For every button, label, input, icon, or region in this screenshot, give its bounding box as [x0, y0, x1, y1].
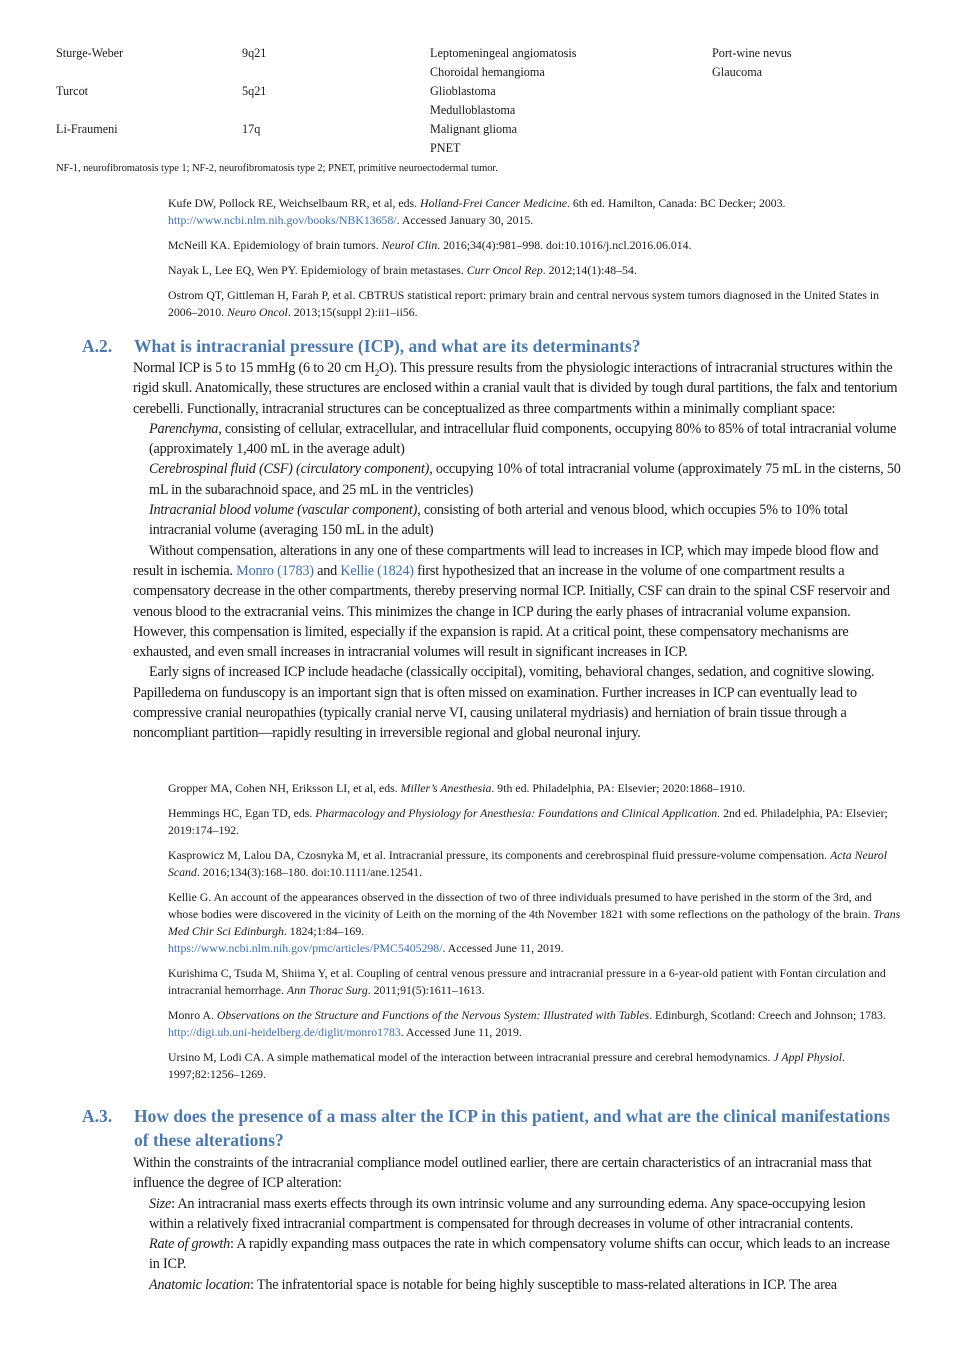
- reference-link[interactable]: http://digi.ub.uni-heidelberg.de/diglit/monro1783: [168, 1025, 401, 1039]
- paragraph: Early signs of increased ICP include headache (classically occipital), vomiting, behavioral changes, sedation, and cognitive slowing. Papilledema on funduscopy is an important sign that is often missed on examination. Further increases in ICP can eventually lead to compressive cranial neuropathies (typically cranial nerve VI, causing unilateral mydriasis) and herniation of brain tissue through a noncompliant partition—rapidly resulting in irreversible regional and global neuronal injury.: [133, 664, 875, 742]
- reference-item: Kurishima C, Tsuda M, Shiima Y, et al. Coupling of central venous pressure and intracranial pressure in a 6-year-old patient with Fontan circulation and intracranial hemorrhage. Ann Thorac Surg. 2011;91(5):1611–1613.: [168, 966, 886, 997]
- table-footnote: NF-1, neurofibromatosis type 1; NF-2, neurofibromatosis type 2; PNET, primitive neuroectodermal tumor.: [56, 163, 498, 174]
- finding-item: Glaucoma: [712, 65, 763, 79]
- table-cell-syndrome: Li-Fraumeni: [56, 122, 118, 136]
- reference-link[interactable]: http://www.ncbi.nlm.nih.gov/books/NBK13658/: [168, 213, 397, 227]
- section-number: A.3.: [82, 1106, 113, 1126]
- section-body-a2: [133, 358, 901, 744]
- tumor-item: Malignant glioma: [430, 122, 517, 136]
- table-row: [56, 120, 916, 158]
- reference-item: McNeill KA. Epidemiology of brain tumors. Neurol Clin. 2016;34(4):981–998. doi:10.1016/j.ncl.2016.06.014.: [168, 238, 692, 252]
- reference-list-2: [168, 780, 903, 1091]
- tumor-item: Medulloblastoma: [430, 103, 516, 117]
- reference-item: Kellie G. An account of the appearances observed in the dissection of two of three individuals presumed to have perished in the storm of the 3rd, and whose bodies were discovered in the vicinity of Leith on the morning of the 4th November 1821 with some reflections on the pathology of the brain. Trans Med Chir Sci Edinburgh. 1824;1:84–169. https://www.ncbi.nlm.nih.gov/pmc/articles/PMC5405298/. Accessed June 11, 2019.: [168, 890, 901, 955]
- table-row: [56, 82, 916, 120]
- tumor-item: PNET: [430, 141, 461, 155]
- reference-item: Ostrom QT, Gittleman H, Farah P, et al. CBTRUS statistical report: primary brain and central nervous system tumors diagnosed in the United States in 2006–2010. Neuro Oncol. 2013;15(suppl 2):ii1–ii56.: [168, 288, 880, 319]
- reference-item: Monro A. Observations on the Structure and Functions of the Nervous System: Illustrated with Tables. Edinburgh, Scotland: Creech and Johnson; 1783. http://digi.ub.uni-heidelberg.de/diglit/monro1783. Accessed June 11, 2019.: [168, 1008, 886, 1039]
- table-cell-tumors: [430, 44, 712, 82]
- section-title: What is intracranial pressure (ICP), and what are its determinants?: [134, 336, 641, 356]
- paragraph: Without compensation, alterations in any one of these compartments will lead to increases in ICP, which may impede blood flow and result in ischemia. Monro (1783) and Kellie (1824) first hypothesized that an increase in the volume of one compartment results a compensatory decrease in the other compartments, thereby preserving normal ICP. Initially, CSF can drain to the spinal CSF reservoir and venous blood to the extracranial veins. This minimizes the change in ICP during the early phases of intracranial volume expansion. However, this compensation is limited, especially if the expansion is rapid. At a critical point, these compensatory mechanisms are exhausted, and even small increases in intracranial volumes will result in significant increases in ICP.: [133, 542, 890, 661]
- tumor-item: Choroidal hemangioma: [430, 65, 545, 79]
- table-cell-findings: [712, 82, 912, 120]
- table-cell-locus: 17q: [242, 122, 261, 136]
- list-item: Parenchyma, consisting of cellular, extracellular, and intracellular fluid components, occupying 80% to 85% of total intracranial volume (approximately 1,400 mL in the average adult): [149, 420, 897, 458]
- reference-item: Hemmings HC, Egan TD, eds. Pharmacology and Physiology for Anesthesia: Foundations and Clinical Application. 2nd ed. Philadelphia, PA: Elsevier; 2019:174–192.: [168, 806, 888, 837]
- table-cell-locus: 5q21: [242, 84, 267, 98]
- paragraph: Normal ICP is 5 to 15 mmHg (6 to 20 cm $H_2O$). This pressure results from the physiologic interactions of intracranial structures within the rigid skull. Anatomically, these structures are enclosed within a cranial vault that is divided by tough dural partitions, the falx and tentorium cerebelli. Functionally, intracranial structures can be conceptualized as three compartments within a minimally compliant space:: [133, 360, 898, 417]
- list-item: Cerebrospinal fluid (CSF) (circulatory component), occupying 10% of total intracranial volume (approximately 75 mL in the cisterns, 50 mL in the subarachnoid space, and 25 mL in the ventricles): [149, 461, 901, 498]
- table-cell-findings: [712, 120, 912, 158]
- table-cell-findings: [712, 44, 912, 82]
- section-number: A.2.: [82, 336, 113, 356]
- finding-item: Port-wine nevus: [712, 46, 792, 60]
- paragraph: Within the constraints of the intracranial compliance model outlined earlier, there are certain characteristics of an intracranial mass that influence the degree of ICP alteration:: [133, 1155, 872, 1192]
- table-cell-syndrome: Turcot: [56, 84, 89, 98]
- section-title: How does the presence of a mass alter the ICP in this patient, and what are the clinical manifestations of these alterations?: [134, 1106, 890, 1150]
- table-cell-locus: 9q21: [242, 46, 267, 60]
- list-item: Intracranial blood volume (vascular component), consisting of both arterial and venous blood, which occupies 5% to 10% total intracranial volume (averaging 150 mL in the adult): [149, 502, 849, 539]
- reference-item: Ursino M, Lodi CA. A simple mathematical model of the interaction between intracranial pressure and cerebral hemodynamics. J Appl Physiol. 1997;82:1256–1269.: [168, 1050, 845, 1081]
- table-cell-syndrome: Sturge-Weber: [56, 46, 124, 60]
- reference-item: Kasprowicz M, Lalou DA, Czosnyka M, et al. Intracranial pressure, its components and cerebrospinal fluid pressure-volume compensation. Acta Neurol Scand. 2016;134(3):168–180. doi:10.1111/ane.12541.: [168, 848, 887, 879]
- list-item: Size: An intracranial mass exerts effects through its own intrinsic volume and any surrounding edema. Any space-occupying lesion within a relatively fixed intracranial compartment is compensated for through decreases in volume of other intracranial contents.: [149, 1195, 866, 1232]
- reference-item: Gropper MA, Cohen NH, Eriksson LI, et al, eds. Miller’s Anesthesia. 9th ed. Philadelphia, PA: Elsevier; 2020:1868–1910.: [168, 781, 746, 795]
- section-body-a3: [133, 1153, 901, 1295]
- table-cell-tumors: [430, 82, 712, 120]
- citation-link[interactable]: Kellie (1824): [340, 562, 414, 579]
- reference-list-1: [168, 195, 903, 329]
- tumor-item: Leptomeningeal angiomatosis: [430, 46, 577, 60]
- table-row: [56, 44, 916, 82]
- table-cell-tumors: [430, 120, 712, 158]
- list-item: Rate of growth: A rapidly expanding mass outpaces the rate in which compensatory volume shifts can occur, which leads to an increase in ICP.: [149, 1236, 890, 1273]
- syndrome-table: [56, 44, 916, 158]
- list-item: Anatomic location: The infratentorial space is notable for being highly susceptible to mass-related alterations in ICP. The area: [149, 1276, 837, 1293]
- reference-link[interactable]: https://www.ncbi.nlm.nih.gov/pmc/articles/PMC5405298/: [168, 941, 443, 955]
- tumor-item: Glioblastoma: [430, 84, 496, 98]
- reference-item: Kufe DW, Pollock RE, Weichselbaum RR, et al, eds. Holland-Frei Cancer Medicine. 6th ed. Hamilton, Canada: BC Decker; 2003. http://www.ncbi.nlm.nih.gov/books/NBK13658/. Accessed January 30, 2015.: [168, 196, 786, 227]
- reference-item: Nayak L, Lee EQ, Wen PY. Epidemiology of brain metastases. Curr Oncol Rep. 2012;14(1):48–54.: [168, 263, 637, 277]
- citation-link[interactable]: Monro (1783): [236, 562, 314, 579]
